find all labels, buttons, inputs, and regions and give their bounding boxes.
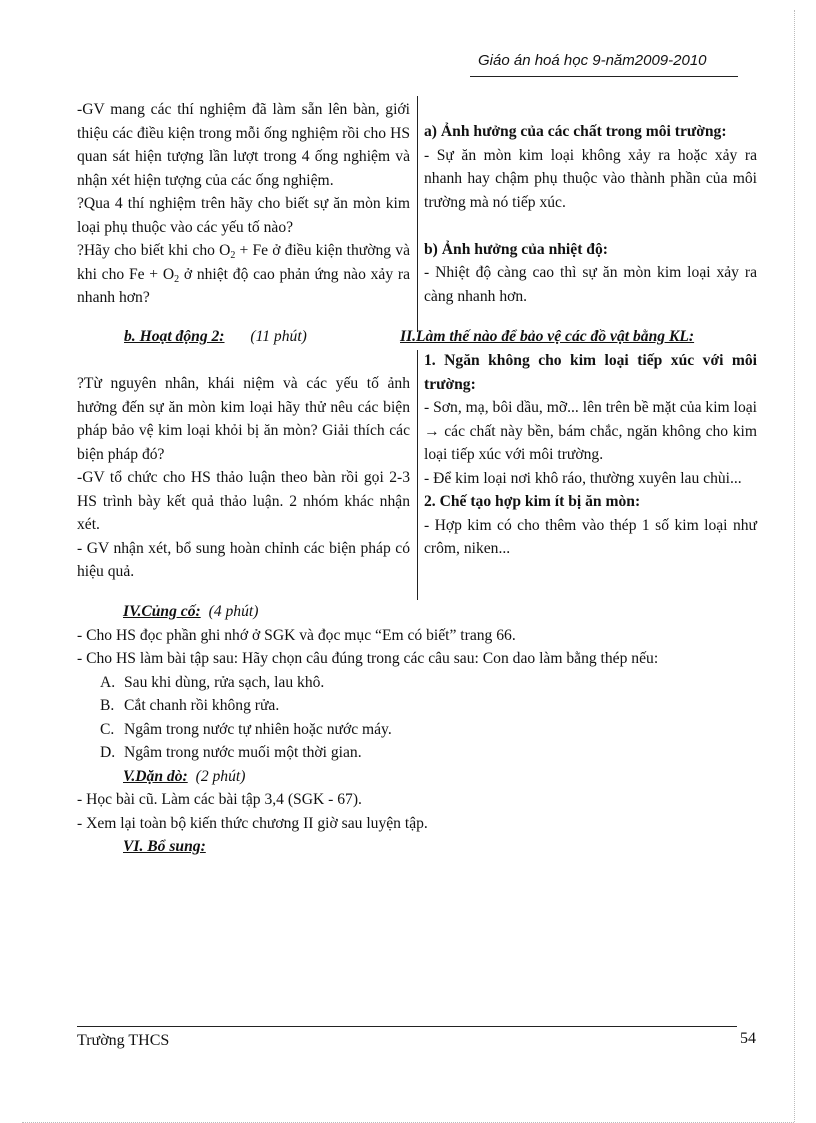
- top-right-column: [424, 120, 757, 308]
- consolidation-line-2: - Cho HS làm bài tập sau: Hãy chọn câu đúng trong các câu sau: Con dao làm bằng thép nếu:: [77, 650, 659, 667]
- page-header-title: Giáo án hoá học 9-năm2009-2010: [478, 52, 707, 69]
- column-divider-top: [417, 96, 418, 332]
- consolidation-line-1: - Cho HS đọc phần ghi nhớ ở SGK và đọc mục “Em có biết” trang 66.: [77, 626, 516, 644]
- heading-environment-effect: a) Ảnh hưởng của các chất trong môi trường:: [424, 123, 727, 140]
- prevent-contact-text-b: - Để kim loại nơi khô ráo, thường xuyên lau chùi...: [424, 469, 742, 487]
- footer-rule: [77, 1026, 737, 1027]
- top-left-column: [77, 98, 410, 310]
- header-rule: [470, 76, 738, 77]
- environment-effect-text: - Sự ăn mòn kim loại không xảy ra hoặc xảy ra nhanh hay chậm phụ thuộc vào thành phần của môi trường mà nó tiếp xúc.: [424, 146, 757, 211]
- homework-line-2: - Xem lại toàn bộ kiến thức chương II giờ sau luyện tập.: [77, 814, 428, 832]
- question-protection-methods: ?Từ nguyên nhân, khái niệm và các yếu tố ảnh hưởng đến sự ăn mòn kim loại hãy thử nêu các biện pháp bảo vệ kim loại khỏi bị ăn mòn? Giải thích các biện pháp đó?: [77, 375, 410, 463]
- teacher-activity-text: -GV mang các thí nghiệm đã làm sẵn lên bàn, giới thiệu các điều kiện trong mỗi ống nghiệm rồi cho HS quan sát hiện tượng lần lượt trong 4 ống nghiệm và nhận xét hiện tượng của các ống nghiệm.: [77, 101, 410, 189]
- option-a: A. Sau khi dùng, rửa sạch, lau khô.: [100, 673, 325, 691]
- option-b: B. Cắt chanh rồi không rửa.: [100, 697, 280, 714]
- option-c: C. Ngâm trong nước tự nhiên hoặc nước máy.: [100, 720, 392, 738]
- page-number: 54: [740, 1030, 756, 1047]
- alloy-text: - Hợp kim có cho thêm vào thép 1 số kim loại như crôm, niken...: [424, 516, 757, 557]
- question-oxidation: ?Hãy cho biết khi cho $O_2 + Fe$ ở điều kiện thường và khi cho $Fe + O_2$ ở nhiệt độ cao phản ứng nào xảy ra nhanh hơn?: [77, 242, 410, 306]
- option-d: D. Ngâm trong nước muối một thời gian.: [100, 744, 362, 761]
- spacer: [424, 214, 757, 238]
- column-divider-bottom: [417, 350, 418, 600]
- heading-prevent-contact: 1. Ngăn không cho kim loại tiếp xúc với môi trường:: [424, 352, 757, 393]
- bottom-left-column: [77, 372, 410, 584]
- group-discussion-text: -GV tổ chức cho HS thảo luận theo bàn rồi gọi 2-3 HS trình bày kết quả thảo luận. 2 nhóm khác nhận xét.: [77, 469, 410, 533]
- teacher-conclusion-text: - GV nhận xét, bổ sung hoàn chỉnh các biện pháp có hiệu quả.: [77, 539, 410, 580]
- page-edge-right: [794, 10, 795, 1122]
- heading-alloy: 2. Chế tạo hợp kim ít bị ăn mòn:: [424, 493, 641, 510]
- prevent-contact-text-a: - Sơn, mạ, bôi dầu, mỡ... lên trên bề mặt của kim loại → các chất này bền, bám chắc, ngăn không cho kim loại tiếp xúc với môi trường.: [424, 399, 757, 463]
- homework-line-1: - Học bài cũ. Làm các bài tập 3,4 (SGK - 67).: [77, 791, 362, 808]
- bottom-right-column: [424, 349, 757, 561]
- supplement-heading: VI. Bổ sung:: [123, 838, 206, 855]
- consolidation-heading: IV.Củng cố: (4 phút): [123, 603, 259, 620]
- homework-heading: V.Dặn dò: (2 phút): [123, 767, 246, 785]
- lesson-closing-block: [77, 600, 757, 859]
- question-factors: ?Qua 4 thí nghiệm trên hãy cho biết sự ăn mòn kim loại phụ thuộc vào các yếu tố nào?: [77, 195, 410, 236]
- temperature-effect-text: - Nhiệt độ càng cao thì sự ăn mòn kim loại xảy ra càng nhanh hơn.: [424, 264, 757, 305]
- footer-school: Trường THCS: [77, 1032, 170, 1049]
- activity2-heading: b. Hoạt động 2: (11 phút): [124, 328, 307, 345]
- section-protection-heading: II.Làm thế nào để bảo vệ các đồ vật bằng KL:: [400, 328, 695, 345]
- heading-temperature-effect: b) Ảnh hưởng của nhiệt độ:: [424, 240, 608, 258]
